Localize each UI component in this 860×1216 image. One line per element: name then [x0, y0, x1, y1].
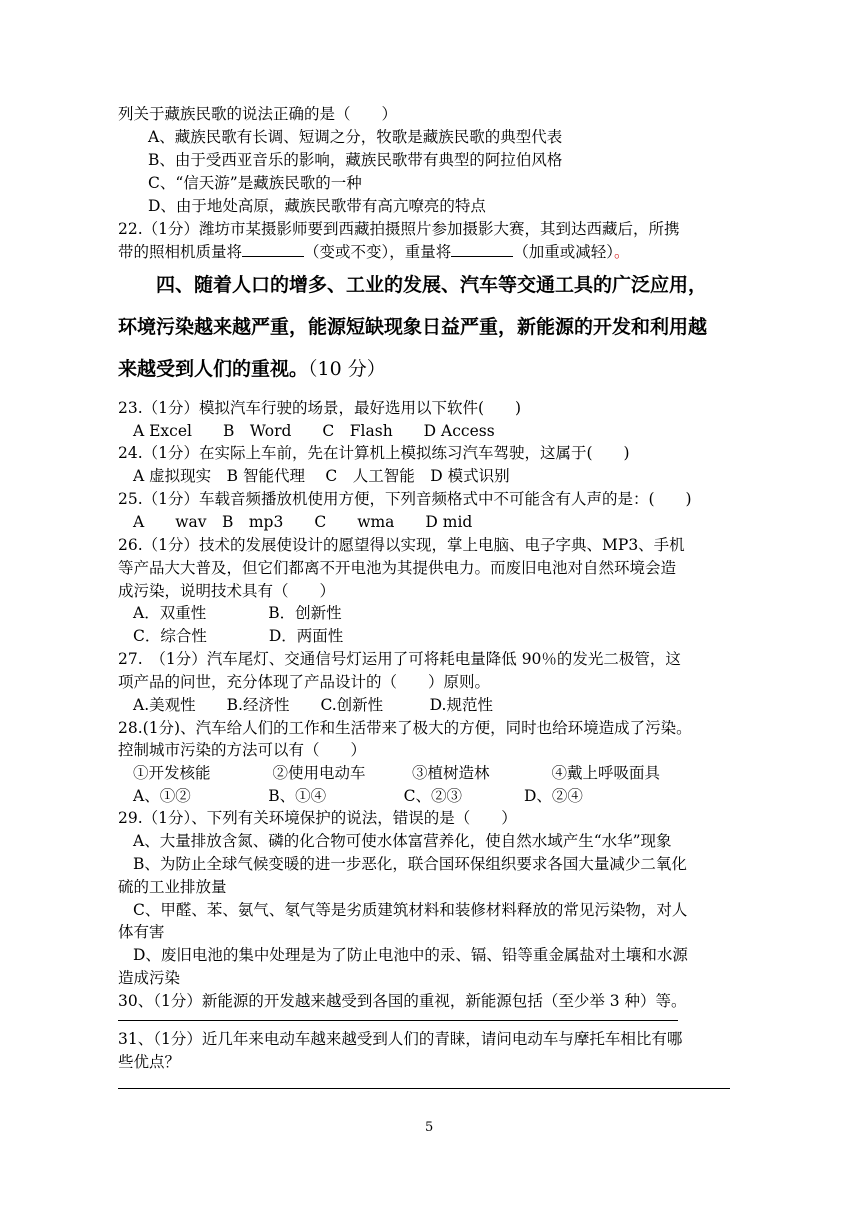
- q31-line1: 31、（1分）近几年来电动车越来越受到人们的青睐，请问电动车与摩托车相比有哪: [118, 1030, 683, 1048]
- q21-stem: 列关于藏族民歌的说法正确的是（ ）: [118, 105, 398, 123]
- q21-option-c: C、“信天游”是藏族民歌的一种: [148, 174, 362, 192]
- q26-line2: 等产品大大普及，但它们都离不开电池为其提供电力。而废旧电池对自然环境会造: [118, 559, 677, 577]
- q22-text-c: （加重或减轻）: [513, 243, 615, 261]
- q22-blank-1: [242, 242, 304, 257]
- q28-options: A、①② B、①④ C、②③ D、②④: [133, 787, 583, 805]
- q22-text-a: 带的照相机质量将: [118, 243, 243, 261]
- q24-stem: 24.（1分）在实际上车前，先在计算机上模拟练习汽车驾驶，这属于( ): [118, 444, 630, 462]
- q29-option-d-cont: 造成污染: [118, 969, 181, 987]
- q26-line1: 26.（1分）技术的发展使设计的愿望得以实现，掌上电脑、电子字典、MP3、手机: [118, 536, 685, 554]
- section4-heading-text: 来越受到人们的重视。: [118, 358, 309, 380]
- q26-options-row1: A．双重性 B．创新性: [133, 604, 342, 622]
- q28-items: ①开发核能 ②使用电动车 ③植树造林 ④戴上呼吸面具: [133, 764, 661, 782]
- q29-option-b: B、为防止全球气候变暖的进一步恶化，联合国环保组织要求各国大量减少二氧化: [133, 855, 687, 873]
- page-number: 5: [425, 1120, 434, 1135]
- q30-answer-line: [118, 1020, 678, 1021]
- q27-options: A.美观性 B.经济性 C.创新性 D.规范性: [133, 696, 493, 714]
- q31-line2: 些优点？: [118, 1053, 181, 1071]
- q29-option-c: C、甲醛、苯、氨气、氡气等是劣质建筑材料和装修材料释放的常见污染物，对人: [133, 901, 688, 919]
- q22-end-mark: 。: [614, 243, 630, 261]
- q24-options: A 虚拟现实 B 智能代理 C 人工智能 D 模式识别: [133, 467, 510, 485]
- q27-line1: 27. （1分）汽车尾灯、交通信号灯运用了可将耗电量降低 90％的发光二极管，这: [118, 650, 681, 668]
- q27-line2: 项产品的问世，充分体现了产品设计的（ ）原则。: [118, 673, 491, 691]
- q28-line2: 控制城市污染的方法可以有（ ）: [118, 741, 367, 759]
- section4-heading-line1: 四、随着人口的增多、工业的发展、汽车等交通工具的广泛应用，: [156, 274, 708, 296]
- q29-option-b-cont: 硫的工业排放量: [118, 878, 227, 896]
- q22-blank-2: [451, 242, 513, 257]
- q22-text-b: （变或不变），重量将: [304, 243, 452, 261]
- section4-score: （10 分）: [308, 358, 386, 380]
- q29-option-d: D、废旧电池的集中处理是为了防止电池中的汞、镉、铅等重金属盐对土壤和水源: [133, 946, 688, 964]
- q22-line2: [118, 242, 630, 262]
- q25-stem: 25.（1分）车载音频播放机使用方便，下列音频格式中不可能含有人声的是：( ): [118, 490, 692, 508]
- q28-line1: 28.(1分)、汽车给人们的工作和生活带来了极大的方便，同时也给环境造成了污染。: [118, 719, 692, 737]
- q23-options: A Excel B Word C Flash D Access: [133, 422, 495, 440]
- section4-heading-line2: 环境污染越来越严重，能源短缺现象日益严重，新能源的开发和利用越: [118, 316, 708, 338]
- q29-option-c-cont: 体有害: [118, 923, 165, 941]
- q26-line3: 成污染，说明技术具有（ ）: [118, 582, 336, 600]
- q23-stem: 23.（1分）模拟汽车行驶的场景，最好选用以下软件( ): [118, 399, 522, 417]
- section4-heading-line3: [118, 356, 386, 382]
- q21-option-b: B、由于受西亚音乐的影响，藏族民歌带有典型的阿拉伯风格: [148, 151, 563, 169]
- q25-options: A wav B mp3 C wma D mid: [133, 513, 473, 531]
- q22-line1: 22.（1分）潍坊市某摄影师要到西藏拍摄照片参加摄影大赛，其到达西藏后，所携: [118, 220, 680, 238]
- q30-stem: 30、（1分）新能源的开发越来越受到各国的重视，新能源包括（至少举 3 种）等。: [118, 992, 687, 1010]
- q29-option-a: A、大量排放含氮、磷的化合物可使水体富营养化，使自然水域产生“水华”现象: [133, 832, 672, 850]
- q26-options-row2: C．综合性 D．两面性: [133, 627, 344, 645]
- q29-stem: 29.（1分）、下列有关环境保护的说法，错误的是（ ）: [118, 809, 517, 827]
- q31-answer-line: [118, 1088, 730, 1089]
- q21-option-a: A、藏族民歌有长调、短调之分，牧歌是藏族民歌的典型代表: [148, 128, 563, 146]
- q21-option-d: D、由于地处高原，藏族民歌带有高亢嘹亮的特点: [148, 197, 486, 215]
